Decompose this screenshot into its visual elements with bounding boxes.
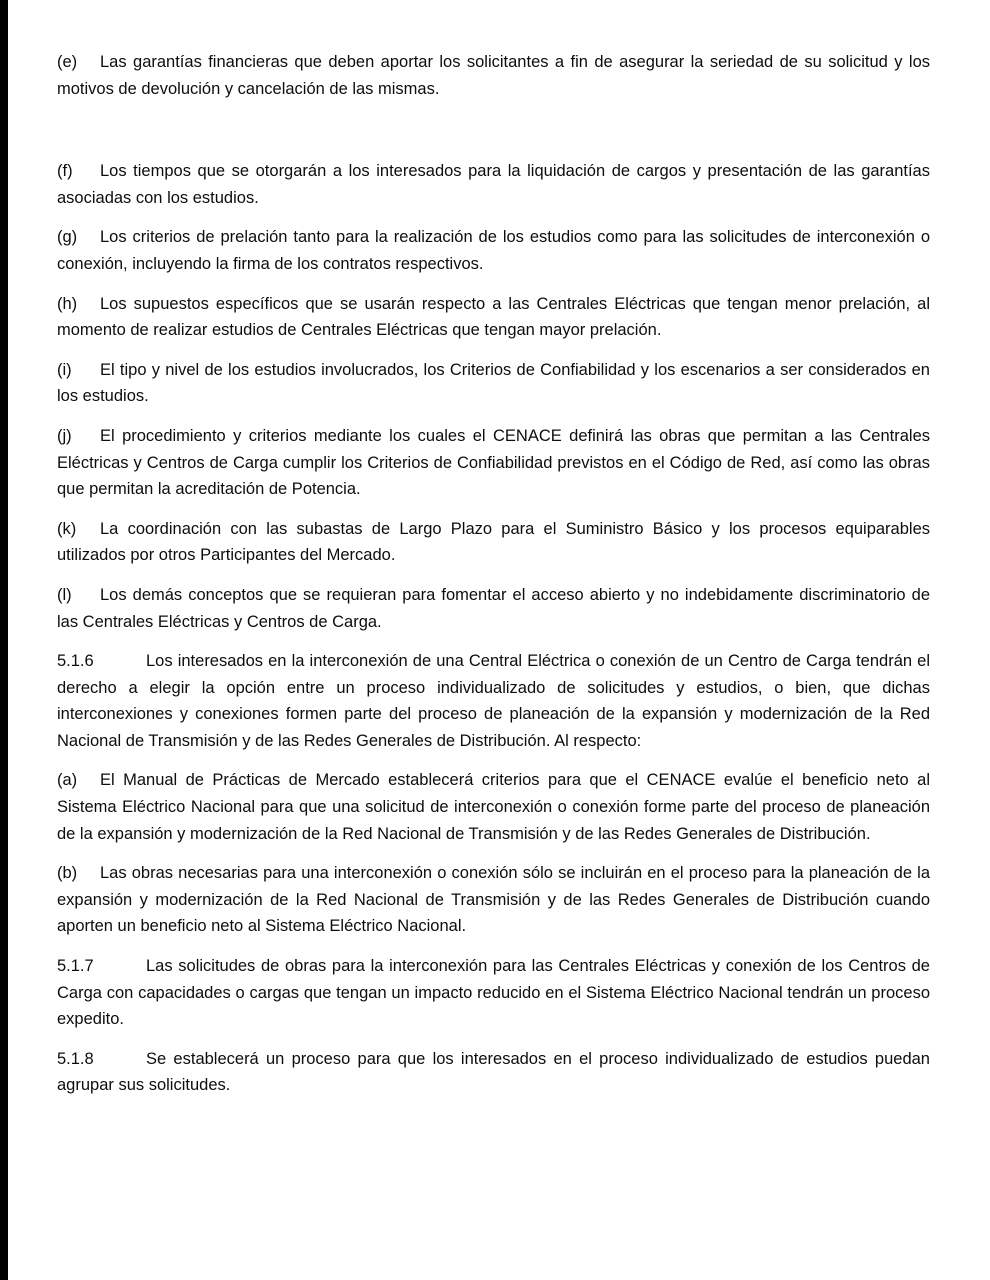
paragraph xyxy=(57,648,930,754)
paragraph-label: (f) xyxy=(57,162,73,181)
paragraph-text: El tipo y nivel de los estudios involucrados, los Criterios de Confiabilidad y los escenarios a ser considerados en los estudios. xyxy=(57,360,930,406)
paragraph-label: (b) xyxy=(57,864,78,883)
paragraph-text: Los demás conceptos que se requieran para fomentar el acceso abierto y no indebidamente discriminatorio de las Centrales Eléctricas y Centros de Carga. xyxy=(57,585,930,631)
paragraph xyxy=(57,158,930,211)
paragraph xyxy=(57,224,930,277)
paragraph-label: (i) xyxy=(57,360,72,379)
paragraph-text: Los tiempos que se otorgarán a los interesados para la liquidación de cargos y presentación de las garantías asociadas con los estudios. xyxy=(57,162,930,207)
paragraph-label: (a) xyxy=(57,771,78,790)
paragraph-text: Las garantías financieras que deben aportar los solicitantes a fin de asegurar la seriedad de su solicitud y los motivos de devolución y cancelación de las mismas. xyxy=(57,53,930,98)
paragraph-label: (e) xyxy=(57,53,78,71)
paragraph-label: 5.1.6 xyxy=(57,652,94,671)
paragraph-text: Las obras necesarias para una interconexión o conexión sólo se incluirán en el proceso para la planeación de la expansión y modernización de la Red Nacional de Transmisión y de las Redes Generales de Distribución cuando aporten un beneficio neto al Sistema Eléctrico Nacional. xyxy=(57,864,930,936)
paragraph xyxy=(57,582,930,635)
document-content xyxy=(57,49,930,1112)
paragraph xyxy=(57,767,930,847)
paragraph xyxy=(57,516,930,569)
paragraph-label: 5.1.7 xyxy=(57,957,94,976)
paragraph-label: (j) xyxy=(57,426,72,445)
paragraph xyxy=(57,860,930,940)
paragraph-text: Las solicitudes de obras para la interconexión para las Centrales Eléctricas y conexión de los Centros de Carga con capacidades o cargas que tengan un impacto reducido en el Sistema Eléctrico Nacional tendrán un proceso expedito. xyxy=(57,957,930,1029)
scan-edge-artifact xyxy=(0,0,8,1280)
paragraph-text: Los criterios de prelación tanto para la realización de los estudios como para las solicitudes de interconexión o conexión, incluyendo la firma de los contratos respectivos. xyxy=(57,228,930,273)
paragraph xyxy=(57,357,930,410)
paragraph-label: (k) xyxy=(57,519,77,538)
paragraph-label: (h) xyxy=(57,294,78,313)
paragraph xyxy=(57,291,930,344)
paragraph xyxy=(57,49,930,102)
paragraph-label: 5.1.8 xyxy=(57,1049,94,1068)
paragraph xyxy=(57,1046,930,1099)
paragraph-label: (g) xyxy=(57,228,78,247)
paragraph-text: Se establecerá un proceso para que los interesados en el proceso individualizado de estudios puedan agrupar sus solicitudes. xyxy=(57,1049,930,1095)
paragraph-text: Los interesados en la interconexión de una Central Eléctrica o conexión de un Centro de Carga tendrán el derecho a elegir la opción entre un proceso individualizado de solicitudes y estudios, o bien, que dichas interconexiones y conexiones formen parte del proceso de planeación de la expansión y modernización de la Red Nacional de Transmisión y de las Redes Generales de Distribución. Al respecto: xyxy=(57,652,930,750)
paragraph-label: (l) xyxy=(57,585,72,604)
paragraph-text: El procedimiento y criterios mediante los cuales el CENACE definirá las obras que permitan a las Centrales Eléctricas y Centros de Carga cumplir los Criterios de Confiabilidad previstos en el Código de Red, así como las obras que permitan la acreditación de Potencia. xyxy=(57,426,930,499)
paragraph-text: La coordinación con las subastas de Largo Plazo para el Suministro Básico y los procesos equiparables utilizados por otros Participantes del Mercado. xyxy=(57,519,930,565)
paragraph-text: Los supuestos específicos que se usarán respecto a las Centrales Eléctricas que tengan menor prelación, al momento de realizar estudios de Centrales Eléctricas que tengan mayor prelación. xyxy=(57,294,930,340)
paragraph xyxy=(57,953,930,1033)
paragraph-text: El Manual de Prácticas de Mercado establecerá criterios para que el CENACE evalúe el beneficio neto al Sistema Eléctrico Nacional para que una solicitud de interconexión o conexión forme parte del proceso de planeación de la expansión y modernización de la Red Nacional de Transmisión y de las Redes Generales de Distribución. xyxy=(57,771,930,843)
paragraph xyxy=(57,423,930,503)
